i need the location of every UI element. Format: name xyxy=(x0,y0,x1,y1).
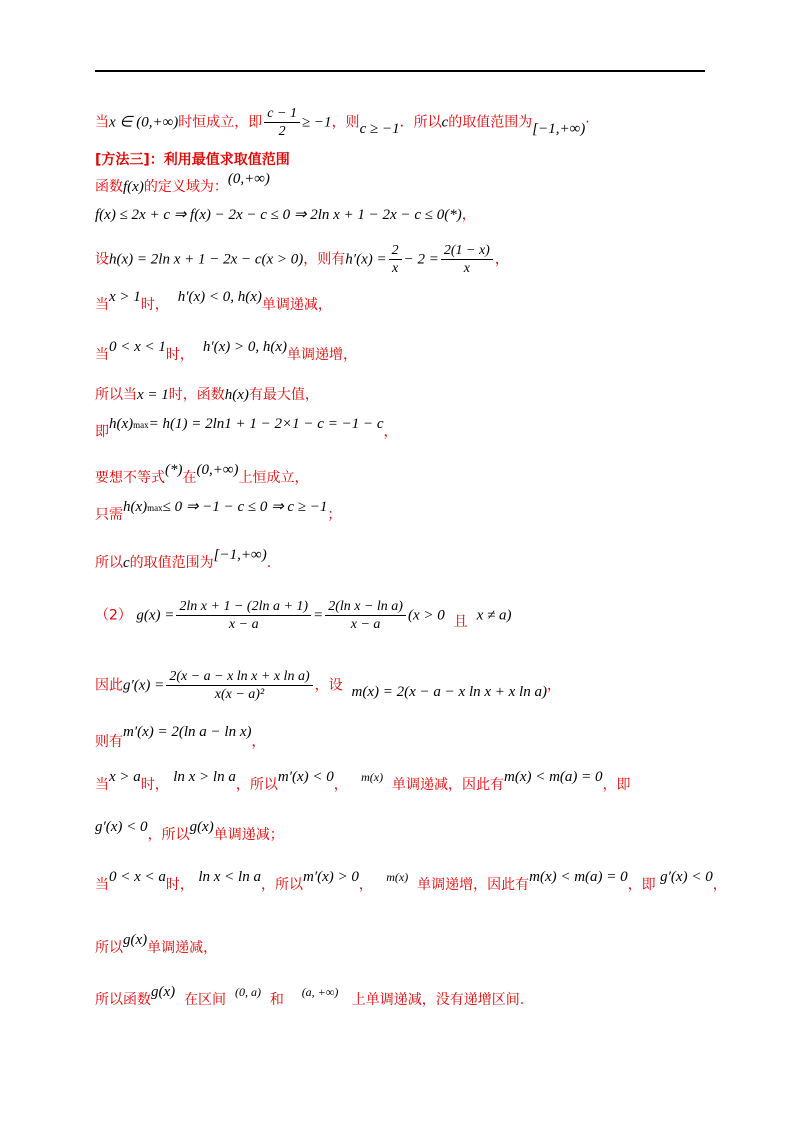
text: 时， xyxy=(140,297,169,313)
line-domain xyxy=(95,171,270,197)
text: 在区间 xyxy=(184,992,227,1008)
text: · xyxy=(585,114,590,131)
text: 单调递减，因此有 xyxy=(392,777,504,793)
math: (a, +∞) xyxy=(301,985,339,999)
math: ≤ 0 ⇒ −1 − c ≤ 0 ⇒ c ≥ −1 xyxy=(162,499,328,515)
text: ，则有 xyxy=(303,251,346,268)
text: 当 xyxy=(95,347,109,363)
math: h′(x) < 0, h(x) xyxy=(177,289,262,305)
text: 且 xyxy=(453,613,468,630)
text: ，则 xyxy=(331,114,360,131)
fraction xyxy=(441,242,493,277)
numerator: 2ln x + 1 − (2ln a + 1) xyxy=(176,598,311,616)
text: 时恒成立，即 xyxy=(178,114,263,131)
math: [−1,+∞) xyxy=(532,120,586,137)
text: 单调递减， xyxy=(147,940,218,956)
text: 所以当 xyxy=(95,387,137,403)
text: 单调递增，因此有 xyxy=(417,877,530,893)
math: (x > 0 xyxy=(407,607,445,624)
numerator: c − 1 xyxy=(264,105,300,123)
text: ， xyxy=(333,777,348,793)
text: 在 xyxy=(182,470,197,486)
text: ，所以 xyxy=(147,827,190,843)
text: ，所以 xyxy=(235,777,278,793)
text: 上恒成立， xyxy=(238,470,309,486)
math: f(x) xyxy=(123,179,144,195)
denominator: x xyxy=(463,261,470,276)
text: 时， xyxy=(140,777,169,793)
text: 时， xyxy=(165,877,194,893)
denominator: x(x − a)² xyxy=(214,687,265,702)
line-conclusion-method2 xyxy=(95,105,590,140)
math: ln x > ln a xyxy=(173,769,236,785)
numerator: 2(1 − x) xyxy=(441,242,493,260)
text: 当 xyxy=(95,777,109,793)
text: 的取值范围为 xyxy=(129,555,214,571)
denominator: x − a xyxy=(228,617,259,632)
math: g(x) xyxy=(123,932,148,948)
text: 当 xyxy=(95,877,109,893)
line-range-result xyxy=(95,547,272,573)
text: 时， xyxy=(165,347,194,363)
math: h′(x) = xyxy=(345,251,387,268)
line-max-at-1 xyxy=(95,385,319,405)
text: ，设 xyxy=(314,677,343,694)
line-inequality-holds xyxy=(95,462,309,488)
text: ， xyxy=(251,734,266,750)
text: 所以 xyxy=(95,555,123,571)
math: m′(x) = 2(ln a − ln x) xyxy=(123,724,252,740)
math: g(x) xyxy=(189,819,214,835)
text: 的取值范围为 xyxy=(448,114,533,131)
math: c ≥ −1 xyxy=(359,120,400,137)
line-define-h xyxy=(95,242,509,277)
math: g(x) = xyxy=(136,607,175,624)
math: c xyxy=(441,114,449,131)
math: m(x) xyxy=(361,770,384,784)
text: 则有 xyxy=(95,734,123,750)
text: 所以函数 xyxy=(95,992,151,1008)
math: x = 1 xyxy=(137,387,169,403)
text: ， xyxy=(546,677,561,694)
math: ≥ −1 xyxy=(301,114,332,131)
math: m(x) < m(a) = 0 xyxy=(529,869,628,885)
line-inequality-chain xyxy=(95,205,476,225)
math: [−1,+∞) xyxy=(213,547,267,563)
text: ，即 xyxy=(627,877,656,893)
line-case-x-gt-a xyxy=(95,769,631,795)
text: ， xyxy=(461,207,476,223)
math: (*) xyxy=(165,462,183,478)
text: 时，函数 xyxy=(168,387,225,403)
math: (0, a) xyxy=(234,985,261,999)
text: 当 xyxy=(95,114,109,131)
numerator: 2(x − a − x ln x + x ln a) xyxy=(166,668,312,686)
text: 设 xyxy=(95,251,109,268)
text: ， xyxy=(383,424,398,440)
text: ．所以 xyxy=(399,114,442,131)
math: x > 1 xyxy=(109,289,141,305)
text: ， xyxy=(712,877,727,893)
math: g′(x) = xyxy=(123,677,165,694)
math: ln x < ln a xyxy=(198,869,261,885)
math: h(x) xyxy=(109,416,134,432)
math: x > a xyxy=(109,769,141,785)
subscript: max xyxy=(133,420,149,430)
numerator: 2(ln x − ln a) xyxy=(325,598,406,616)
line-final-conclusion xyxy=(95,984,525,1010)
math: h(x) xyxy=(224,387,249,403)
math: (0,+∞) xyxy=(227,171,270,187)
math: g′(x) < 0 xyxy=(95,819,148,835)
text: 即 xyxy=(95,424,109,440)
line-g-decreasing-2 xyxy=(95,932,218,958)
section-heading: [方法三]：利用最值求取值范围 xyxy=(95,152,290,168)
math: 0 < x < 1 xyxy=(109,339,166,355)
fraction xyxy=(264,105,300,140)
fraction xyxy=(166,668,312,703)
math: = xyxy=(313,607,324,624)
text: 单调递增， xyxy=(287,347,358,363)
denominator: 2 xyxy=(278,124,286,139)
text: 函数 xyxy=(95,179,123,195)
line-part2-g xyxy=(95,598,511,633)
subscript: max xyxy=(147,503,163,513)
text: ， xyxy=(358,877,373,893)
text: 所以 xyxy=(95,940,123,956)
math: x ∈ (0,+∞) xyxy=(109,114,179,131)
part-number: （2） xyxy=(95,607,132,624)
math: x ≠ a) xyxy=(476,607,512,624)
fraction xyxy=(325,598,406,633)
math: h(x) = 2ln x + 1 − 2x − c(x > 0) xyxy=(109,251,304,268)
text: 当 xyxy=(95,297,109,313)
text: 因此 xyxy=(95,677,123,694)
numerator: 2 xyxy=(389,242,402,260)
math: h(x) xyxy=(123,499,148,515)
math: h′(x) > 0, h(x) xyxy=(202,339,288,355)
math: m(x) xyxy=(386,870,409,884)
fraction xyxy=(389,242,402,277)
math: g(x) xyxy=(151,984,176,1000)
text: 有最大值， xyxy=(248,387,319,403)
header-rule xyxy=(95,70,705,72)
text: ， xyxy=(494,251,509,268)
line-case-x-gt-1 xyxy=(95,289,332,315)
text: 单调递减， xyxy=(261,297,332,313)
line-g-derivative xyxy=(95,668,561,703)
math: (0,+∞) xyxy=(196,462,239,478)
text: 的定义域为： xyxy=(143,179,228,195)
text: ； xyxy=(327,507,342,523)
text: ，所以 xyxy=(260,877,303,893)
text: 只需 xyxy=(95,507,123,523)
math: m′(x) > 0 xyxy=(302,869,359,885)
fraction xyxy=(176,598,311,633)
math: − 2 = xyxy=(403,251,439,268)
math: m′(x) < 0 xyxy=(277,769,334,785)
text: 要想不等式 xyxy=(95,470,165,486)
text: 上单调递减，没有递增区间. xyxy=(351,992,525,1008)
line-m-derivative xyxy=(95,722,266,750)
line-only-need xyxy=(95,499,342,526)
text: . xyxy=(266,555,272,571)
line-g-decreasing-1 xyxy=(95,819,284,845)
math: m(x) = 2(x − a − x ln x + x ln a) xyxy=(351,683,547,700)
line-case-x-lt-a xyxy=(95,869,727,895)
math: 0 < x < a xyxy=(109,869,166,885)
math: m(x) < m(a) = 0 xyxy=(504,769,603,785)
math: c xyxy=(123,555,130,571)
line-max-value xyxy=(95,416,398,443)
math: = h(1) = 2ln1 + 1 − 2×1 − c = −1 − c xyxy=(148,416,384,432)
denominator: x − a xyxy=(350,617,381,632)
denominator: x xyxy=(392,261,399,276)
math: f(x) ≤ 2x + c ⇒ f(x) − 2x − c ≤ 0 ⇒ 2ln x + 1 − 2x − c ≤ 0(*) xyxy=(95,207,462,223)
math: g′(x) < 0 xyxy=(660,869,713,885)
line-case-x-lt-1 xyxy=(95,339,358,365)
text: 和 xyxy=(269,992,284,1008)
text: 单调递减； xyxy=(213,827,284,843)
text: ，即 xyxy=(602,777,631,793)
